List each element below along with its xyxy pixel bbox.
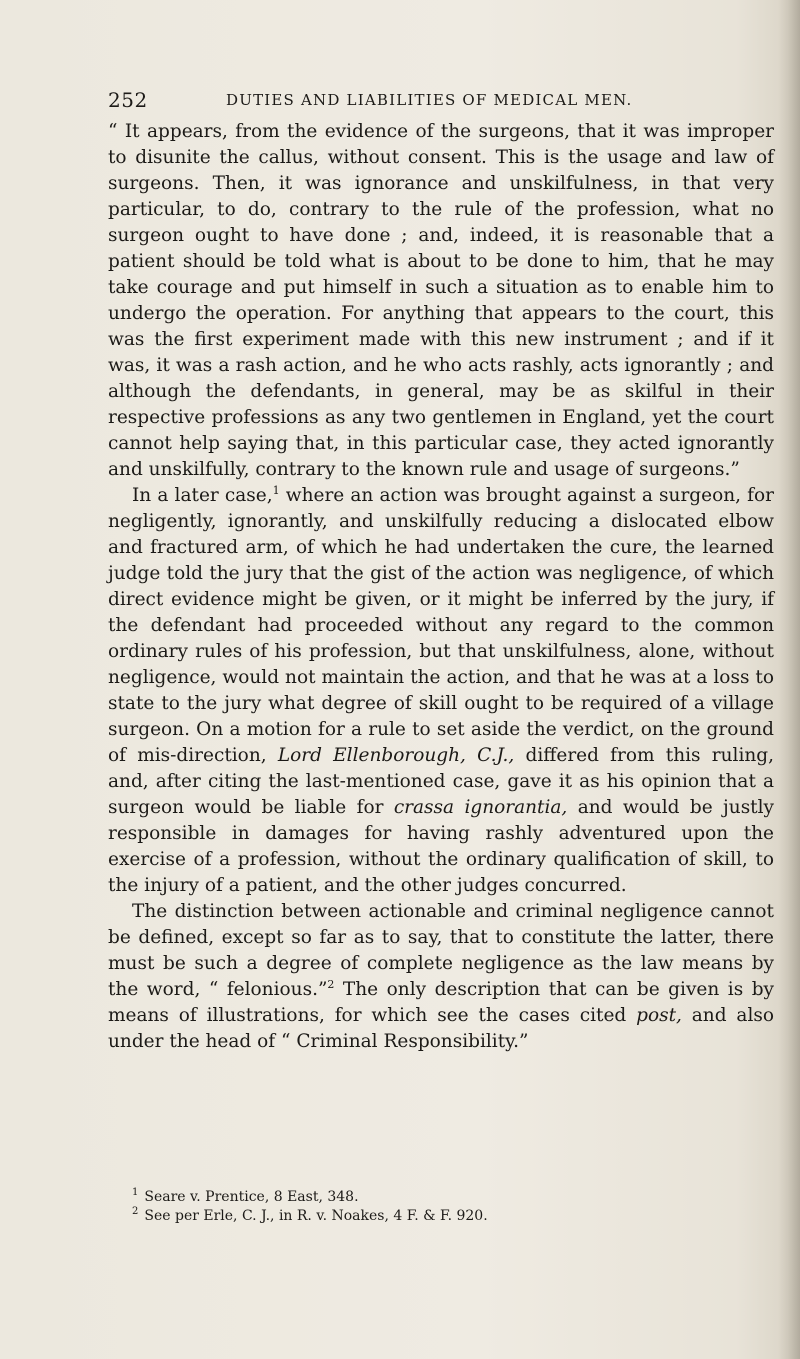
- paragraph-distinction: [108, 899, 774, 1055]
- paragraph-text: where an action was brought against a surgeon, for negligently, ignorantly, and unskilfully reducing a dislocated elbow and fractured arm, of which he had undertaken the cure, the learned judge told the jury that the gist of the action was negligence, of which direct evidence might be given, or it might be inferred by the jury, if the defendant had proceeded without any regard to the common ordinary rules of his profession, but that unskilfulness, alone, without negligence, would not maintain the action, and that he was at a loss to state to the jury what degree of skill ought to be required of a village surgeon. On a motion for a rule to set aside the verdict, on the ground of mis-direction,: [108, 485, 774, 766]
- footnote-reference: 2: [327, 977, 335, 991]
- footnote-number: 2: [132, 1206, 139, 1218]
- footnotes: [108, 1188, 774, 1226]
- body-text: [108, 119, 774, 1055]
- footnote-number: 1: [132, 1187, 139, 1199]
- footnote: [108, 1188, 774, 1207]
- paragraph-later-case: [108, 483, 774, 899]
- footnote-text: Seare v. Prentice, 8 East, 348.: [144, 1189, 359, 1205]
- paragraph-text: differed from this ruling, and, after citing the last-mentioned case, gave it as his opinion that a surgeon would be liable for: [108, 745, 774, 818]
- paragraph-text: and would be justly responsible in damages for having rashly adventured upon the exercise of a profession, without the ordinary qualification of skill, to the injury of a patient, and the other judges concurred.: [108, 797, 774, 896]
- footnote-reference: 1: [272, 483, 280, 497]
- page-edge-shadow: [778, 0, 800, 1359]
- footnote: [108, 1207, 774, 1226]
- paragraph-text: “ It appears, from the evidence of the surgeons, that it was improper to disunite the callus, without consent. This is the usage and law of surgeons. Then, it was ignorance and unskilfulness, in that very particular, to do, contrary to the rule of the profession, what no surgeon ought to have done ; and, indeed, it is reasonable that a patient should be told what is about to be done to him, that he may take courage and put himself in such a situation as to enable him to undergo the operation. For anything that appears to the court, this was the first experiment made with this new instrument ; and if it was, it was a rash action, and he who acts rashly, acts ignorantly ; and although the defendants, in general, may be as skilful in their respective professions as any two gentlemen in England, yet the court cannot help saying that, in this particular case, they acted ignorantly and unskilfully, contrary to the known rule and usage of surgeons.”: [108, 121, 774, 480]
- page-number: 252: [108, 88, 148, 112]
- paragraph-text: The only description that can be given is by means of illustrations, for which see the cases cited: [108, 979, 774, 1026]
- running-head: DUTIES AND LIABILITIES OF MEDICAL MEN.: [226, 91, 633, 109]
- paragraph-quotation: [108, 119, 774, 483]
- paragraph-text: and also under the head of “ Criminal Responsibility.”: [108, 1005, 774, 1052]
- footnote-text: See per Erle, C. J., in R. v. Noakes, 4 F. & F. 920.: [144, 1208, 488, 1224]
- paragraph-text: The distinction between actionable and criminal negligence cannot be defined, except so far as to say, that to constitute the latter, there must be such a degree of complete negligence as the law means by the word, “ felonious.”: [108, 901, 774, 1000]
- italic-text: post,: [636, 1005, 682, 1026]
- page-header: [108, 88, 748, 110]
- italic-text: Lord Ellenborough, C.J.,: [277, 745, 515, 766]
- paragraph-text: In a later case,: [132, 485, 273, 506]
- italic-text: crassa ignorantia,: [393, 797, 568, 818]
